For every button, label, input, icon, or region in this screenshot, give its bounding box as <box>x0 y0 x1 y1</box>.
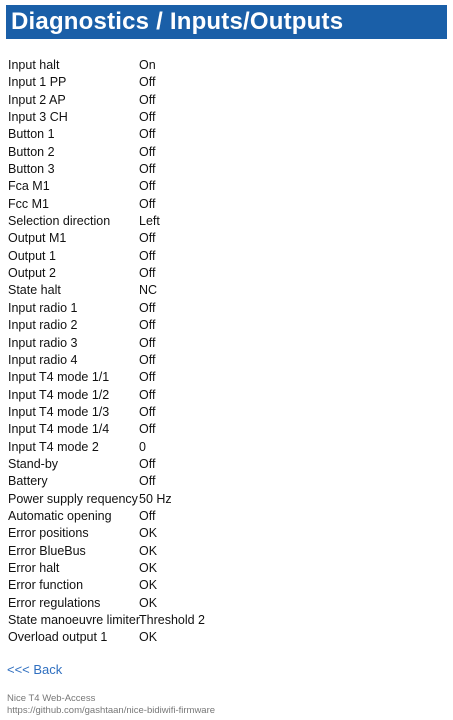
footer-repo-url: https://github.com/gashtaan/nice-bidiwifi-firmware <box>7 705 216 716</box>
table-row <box>8 178 448 195</box>
row-label: Input 2 AP <box>8 92 66 107</box>
table-row <box>8 335 448 352</box>
row-value: Off <box>139 456 156 471</box>
row-value: Off <box>139 196 156 211</box>
row-label: Automatic opening <box>8 508 112 523</box>
footer-app-name: Nice T4 Web-Access <box>7 693 96 704</box>
row-value: OK <box>139 578 158 593</box>
row-value: Off <box>139 300 156 315</box>
row-label: Input radio 3 <box>8 335 78 350</box>
table-row <box>8 196 448 213</box>
table-row <box>8 230 448 247</box>
row-label: State manoeuvre limiter <box>8 613 141 627</box>
table-row <box>8 491 448 508</box>
table-row <box>8 92 448 109</box>
row-value: Off <box>139 110 156 125</box>
table-row <box>8 248 448 265</box>
row-value: Off <box>139 474 156 489</box>
table-row <box>8 282 448 299</box>
row-label: Fcc M1 <box>8 196 49 211</box>
row-label: Power supply requency <box>8 491 138 506</box>
table-row <box>8 543 448 560</box>
row-value: Off <box>139 422 156 437</box>
row-value: NC <box>139 283 158 298</box>
row-value: Off <box>139 179 156 194</box>
table-row <box>8 109 448 126</box>
table-row <box>8 629 448 646</box>
row-value: 0 <box>139 439 146 454</box>
table-row <box>8 387 448 404</box>
table-row <box>8 265 448 282</box>
row-value: Off <box>139 248 156 263</box>
row-value: Off <box>139 387 156 402</box>
table-row <box>8 577 448 594</box>
row-value: Off <box>139 335 156 350</box>
row-value: Off <box>139 266 156 281</box>
row-label: Output M1 <box>8 231 67 246</box>
row-label: Selection direction <box>8 214 111 229</box>
row-label: Button 3 <box>8 162 55 177</box>
table-row <box>8 126 448 143</box>
table-row <box>8 57 448 74</box>
row-label: Error BlueBus <box>8 543 86 558</box>
row-value: Off <box>139 404 156 419</box>
table-row <box>8 525 448 542</box>
row-label: Input T4 mode 1/4 <box>8 422 110 437</box>
table-row <box>8 421 448 438</box>
table-row <box>8 404 448 421</box>
row-label: Input 3 CH <box>8 110 68 125</box>
row-value: Off <box>139 75 156 90</box>
table-row <box>8 352 448 369</box>
row-value: Threshold 2 <box>139 613 206 627</box>
row-label: Button 1 <box>8 127 55 142</box>
table-row <box>8 595 448 612</box>
row-value: Off <box>139 231 156 246</box>
row-label: Stand-by <box>8 456 59 471</box>
row-label: Input T4 mode 1/2 <box>8 387 110 402</box>
row-label: State halt <box>8 283 61 298</box>
row-label: Input T4 mode 2 <box>8 439 99 454</box>
row-value: OK <box>139 526 158 541</box>
table-row <box>8 473 448 490</box>
row-label: Input radio 1 <box>8 300 78 315</box>
table-row <box>8 74 448 91</box>
page-header <box>6 5 447 39</box>
row-label: Battery <box>8 474 48 489</box>
row-value: Left <box>139 214 160 229</box>
row-value: Off <box>139 144 156 159</box>
row-value: 50 Hz <box>139 491 172 506</box>
row-value: Off <box>139 162 156 177</box>
row-label: Overload output 1 <box>8 630 108 645</box>
row-label: Button 2 <box>8 144 55 159</box>
page-title: Diagnostics / Inputs/Outputs <box>11 8 344 35</box>
table-row <box>8 213 448 230</box>
row-label: Input T4 mode 1/3 <box>8 404 110 419</box>
row-value: Off <box>139 318 156 333</box>
table-row <box>8 508 448 525</box>
back-link[interactable]: <<< Back <box>7 662 63 677</box>
row-label: Error halt <box>8 560 60 575</box>
row-label: Input T4 mode 1/1 <box>8 370 110 385</box>
row-value: OK <box>139 543 158 558</box>
row-value: Off <box>139 352 156 367</box>
row-label: Input radio 4 <box>8 352 78 367</box>
footer <box>7 693 215 717</box>
table-row <box>8 612 448 629</box>
row-label: Error positions <box>8 526 89 541</box>
table-row <box>8 456 448 473</box>
table-row <box>8 300 448 317</box>
row-value: OK <box>139 560 158 575</box>
table-row <box>8 439 448 456</box>
table-row <box>8 161 448 178</box>
row-label: Error function <box>8 578 84 593</box>
row-label: Input halt <box>8 58 60 72</box>
row-value: Off <box>139 508 156 523</box>
table-row <box>8 144 448 161</box>
row-label: Input 1 PP <box>8 75 67 90</box>
row-value: OK <box>139 595 158 610</box>
row-label: Output 1 <box>8 248 56 263</box>
row-value: On <box>139 58 156 72</box>
row-value: OK <box>139 630 158 645</box>
row-label: Output 2 <box>8 266 56 281</box>
row-value: Off <box>139 92 156 107</box>
table-row <box>8 317 448 334</box>
row-label: Input radio 2 <box>8 318 78 333</box>
row-value: Off <box>139 370 156 385</box>
row-value: Off <box>139 127 156 142</box>
table-row <box>8 560 448 577</box>
diagnostics-table <box>8 57 448 647</box>
row-label: Error regulations <box>8 595 101 610</box>
row-label: Fca M1 <box>8 179 50 194</box>
table-row <box>8 369 448 386</box>
